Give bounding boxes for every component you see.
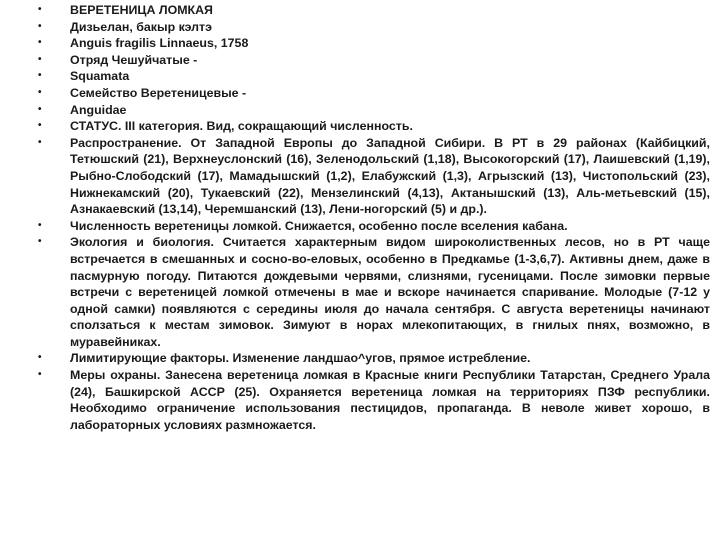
limiting-factors-text: Лимитирующие факторы. Изменение ландшао^угов, прямое истребление.: [70, 351, 531, 366]
bullet-icon: •: [38, 369, 42, 381]
distribution-text: Распространение. От Западной Европы до Западной Сибири. В РТ в 29 районах (Кайбицкий, Тетюшский (21), Верхнеуслонский (16), Зеленодольский (1,18), Высокогорский (17), Лаишевский (1,19), Рыбно-Слободский (17), Мамадышский (1,2), Елабужский (1,3), Агрызский (13), Чистопольский (23), Нижнекамский (20), Тукаевский (22), Мензелинский (4,13), Актанышский (13), Аль-метьевский (15), Азнакаевский (13,14), Черемшанский (13), Лени-ногорский (5) и др.).: [70, 135, 710, 217]
tatar-name: Дизьелан, бакыр кэлтэ: [70, 19, 212, 34]
status-text: СТАТУС. III категория. Вид, сокращающий численность.: [70, 119, 413, 134]
bullet-icon: •: [38, 86, 42, 98]
list-item: [38, 68, 710, 85]
order-name: Отряд Чешуйчатые -: [70, 52, 198, 67]
bullet-icon: •: [38, 136, 42, 148]
list-item: [38, 367, 710, 433]
species-title: ВЕРЕТЕНИЦА ЛОМКАЯ: [70, 3, 213, 17]
bullet-icon: •: [38, 219, 42, 231]
bullet-icon: •: [38, 4, 42, 15]
bullet-icon: •: [38, 103, 42, 115]
list-item: [38, 102, 710, 119]
list-item: [38, 135, 710, 218]
list-item: [38, 52, 710, 69]
bullet-icon: •: [38, 20, 42, 32]
list-item: [38, 85, 710, 102]
list-item: [38, 234, 710, 350]
family-latin: Anguidae: [70, 102, 127, 117]
order-latin: Squamata: [70, 69, 130, 84]
bullet-icon: •: [38, 53, 42, 65]
ecology-text: Экология и биология. Считается характерным видом широколиственных лесов, но в РТ чаще встречается в смешанных и сосно-во-еловых, особенно в Предкамье (1-3,6,7). Активны днем, даже в пасмурную погоду. Питаются дождевыми червями, слизнями, гусеницами. После зимовки первые встречи с веретеницей ломкой отмечены в мае и вскоре начинается спаривание. Молодые (7-12 у одной самки) появляются с середины июля до начала сентября. С августа веретеницы начинают сползаться к местам зимовок. Зимуют в норах млекопитающих, в гнилых пнях, возможно, в муравейниках.: [70, 235, 710, 349]
bullet-icon: •: [38, 352, 42, 364]
bullet-icon: •: [38, 236, 42, 248]
list-item: [38, 350, 710, 367]
list-item: [38, 19, 710, 36]
bullet-icon: •: [38, 37, 42, 49]
abundance-text: Численность веретеницы ломкой. Снижается, особенно после вселения кабана.: [70, 218, 568, 233]
bullet-list: [38, 2, 710, 433]
list-item: [38, 35, 710, 52]
list-item-title: [38, 2, 710, 19]
latin-name: Anguis fragilis Linnaeus, 1758: [70, 36, 249, 51]
protection-text: Меры охраны. Занесена веретеница ломкая в Красные книги Республики Татарстан, Среднего Урала (24), Башкирской АССР (25). Охраняется веретеница ломкая на территориях ПЗФ республики. Необходимо ограничение использования пестицидов, пропаганда. В неволе живет хорошо, в лабораторных условиях размножается.: [70, 368, 710, 432]
list-item: [38, 118, 710, 135]
bullet-icon: •: [38, 70, 42, 82]
bullet-icon: •: [38, 120, 42, 132]
family-name: Семейство Веретеницевые -: [70, 85, 247, 100]
list-item: [38, 218, 710, 235]
